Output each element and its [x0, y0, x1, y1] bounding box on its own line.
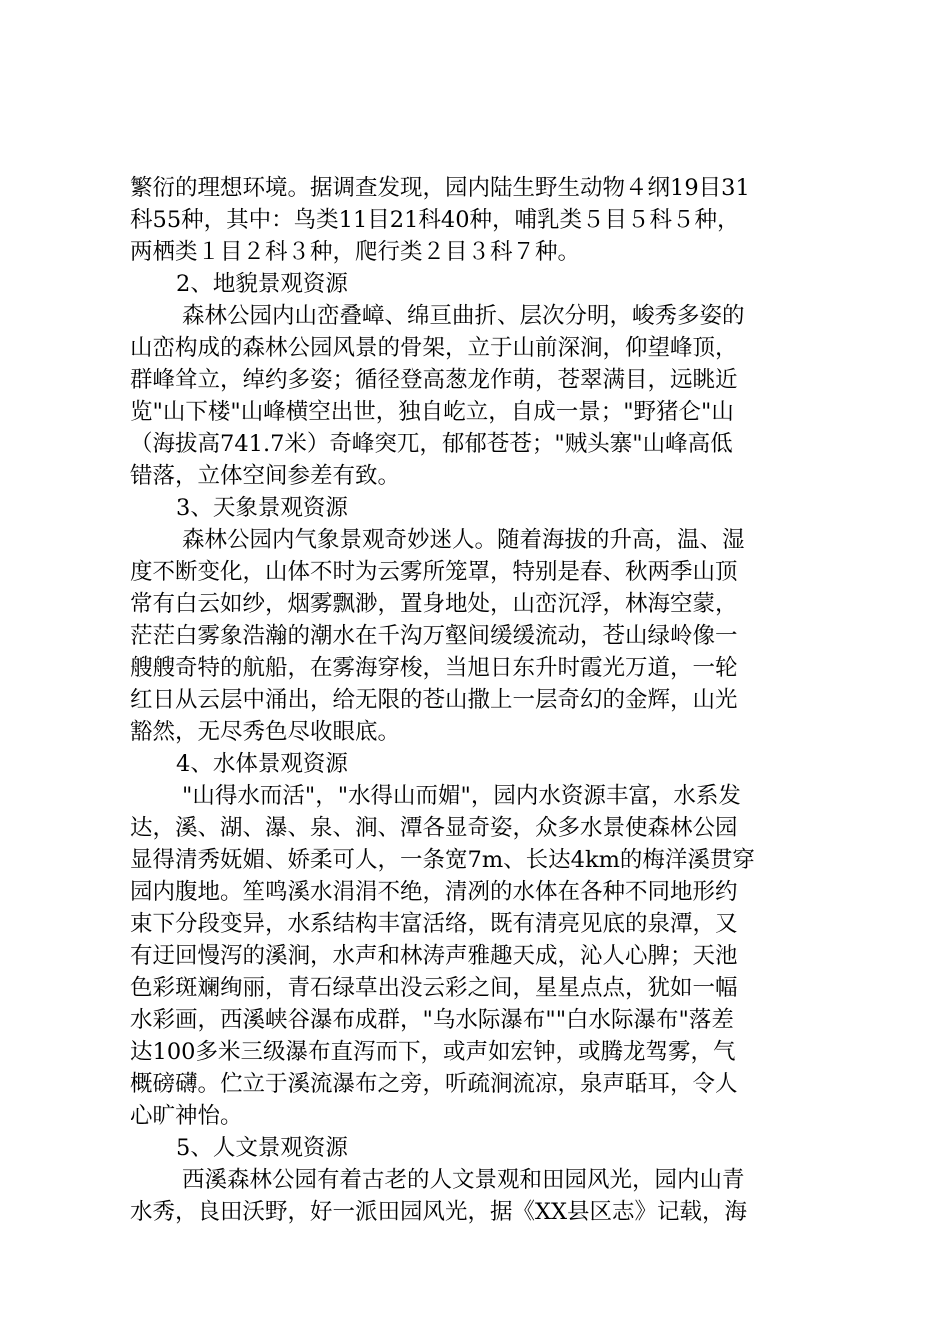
- paragraph-line: 水彩画，西溪峡谷瀑布成群，"乌水际瀑布""白水际瀑布"落差: [130, 1007, 734, 1033]
- paragraph-line: 常有白云如纱，烟雾飘渺，置身地处，山峦沉浮，林海空蒙，: [130, 591, 738, 617]
- paragraph-line: 有迂回慢泻的溪涧，水声和林涛声雅趣天成，沁人心脾；天池: [130, 943, 738, 969]
- paragraph-line: 森林公园内气象景观奇妙迷人。随着海拔的升高，温、湿: [182, 527, 745, 553]
- paragraph-line: 森林公园内山峦叠嶂、绵亘曲折、层次分明，峻秀多姿的: [182, 303, 745, 329]
- paragraph-line: 心旷神怡。: [130, 1103, 243, 1129]
- paragraph-line: 园内腹地。笙鸣溪水涓涓不绝，清冽的水体在各种不同地形约: [130, 879, 738, 905]
- paragraph-line: 错落，立体空间参差有致。: [130, 463, 401, 489]
- paragraph-line: 两栖类１目２科３种，爬行类２目３科７种。: [130, 239, 581, 265]
- section-heading: 4、水体景观资源: [176, 751, 348, 777]
- paragraph-line: 山峦构成的森林公园风景的骨架，立于山前深涧，仰望峰顶，: [130, 335, 738, 361]
- paragraph-line: 繁衍的理想环境。据调查发现，园内陆生野生动物４纲19目31: [130, 175, 750, 201]
- paragraph-line: 概磅礴。伫立于溪流瀑布之旁，听疏涧流凉，泉声聒耳，令人: [130, 1071, 738, 1097]
- paragraph-line: 艘艘奇特的航船，在雾海穿梭，当旭日东升时霞光万道，一轮: [130, 655, 738, 681]
- paragraph-line: 览"山下楼"山峰横空出世，独自屹立，自成一景；"野猪仑"山: [130, 399, 734, 425]
- paragraph-line: 度不断变化，山体不时为云雾所笼罩，特别是春、秋两季山顶: [130, 559, 738, 585]
- section-heading: 5、人文景观资源: [176, 1135, 348, 1161]
- section-heading: 3、天象景观资源: [176, 495, 348, 521]
- paragraph-line: 茫茫白雾象浩瀚的潮水在千沟万壑间缓缓流动，苍山绿岭像一: [130, 623, 738, 649]
- paragraph-line: 束下分段变异，水系结构丰富活络，既有清亮见底的泉潭，又: [130, 911, 738, 937]
- paragraph-line: 达100多米三级瀑布直泻而下，或声如宏钟，或腾龙驾雾，气: [130, 1039, 736, 1065]
- paragraph-line: 西溪森林公园有着古老的人文景观和田园风光，园内山青: [182, 1167, 745, 1193]
- paragraph-line: 达，溪、湖、瀑、泉、涧、潭各显奇姿，众多水景使森林公园: [130, 815, 738, 841]
- paragraph-line: 群峰耸立，绰约多姿；循径登高葱龙作萌，苍翠满目，远眺近: [130, 367, 738, 393]
- document-page: [130, 172, 832, 1228]
- paragraph-line: （海拔高741.7米）奇峰突兀，郁郁苍苍；"贼头寨"山峰高低: [130, 431, 733, 457]
- paragraph-line: 科55种，其中：鸟类11目21科40种，哺乳类５目５科５种，: [130, 207, 740, 233]
- paragraph-line: "山得水而活"，"水得山而媚"，园内水资源丰富，水系发: [182, 783, 741, 809]
- paragraph-line: 水秀，良田沃野，好一派田园风光，据《XX县区志》记载，海: [130, 1199, 748, 1225]
- paragraph-line: 豁然，无尽秀色尽收眼底。: [130, 719, 401, 745]
- paragraph-line: 色彩斑斓绚丽，青石绿草出没云彩之间，星星点点，犹如一幅: [130, 975, 738, 1001]
- paragraph-line: 红日从云层中涌出，给无限的苍山撒上一层奇幻的金辉，山光: [130, 687, 738, 713]
- paragraph-line: 显得清秀妩媚、娇柔可人，一条宽7m、长达4km的梅洋溪贯穿: [130, 847, 755, 873]
- section-heading: 2、地貌景观资源: [176, 271, 348, 297]
